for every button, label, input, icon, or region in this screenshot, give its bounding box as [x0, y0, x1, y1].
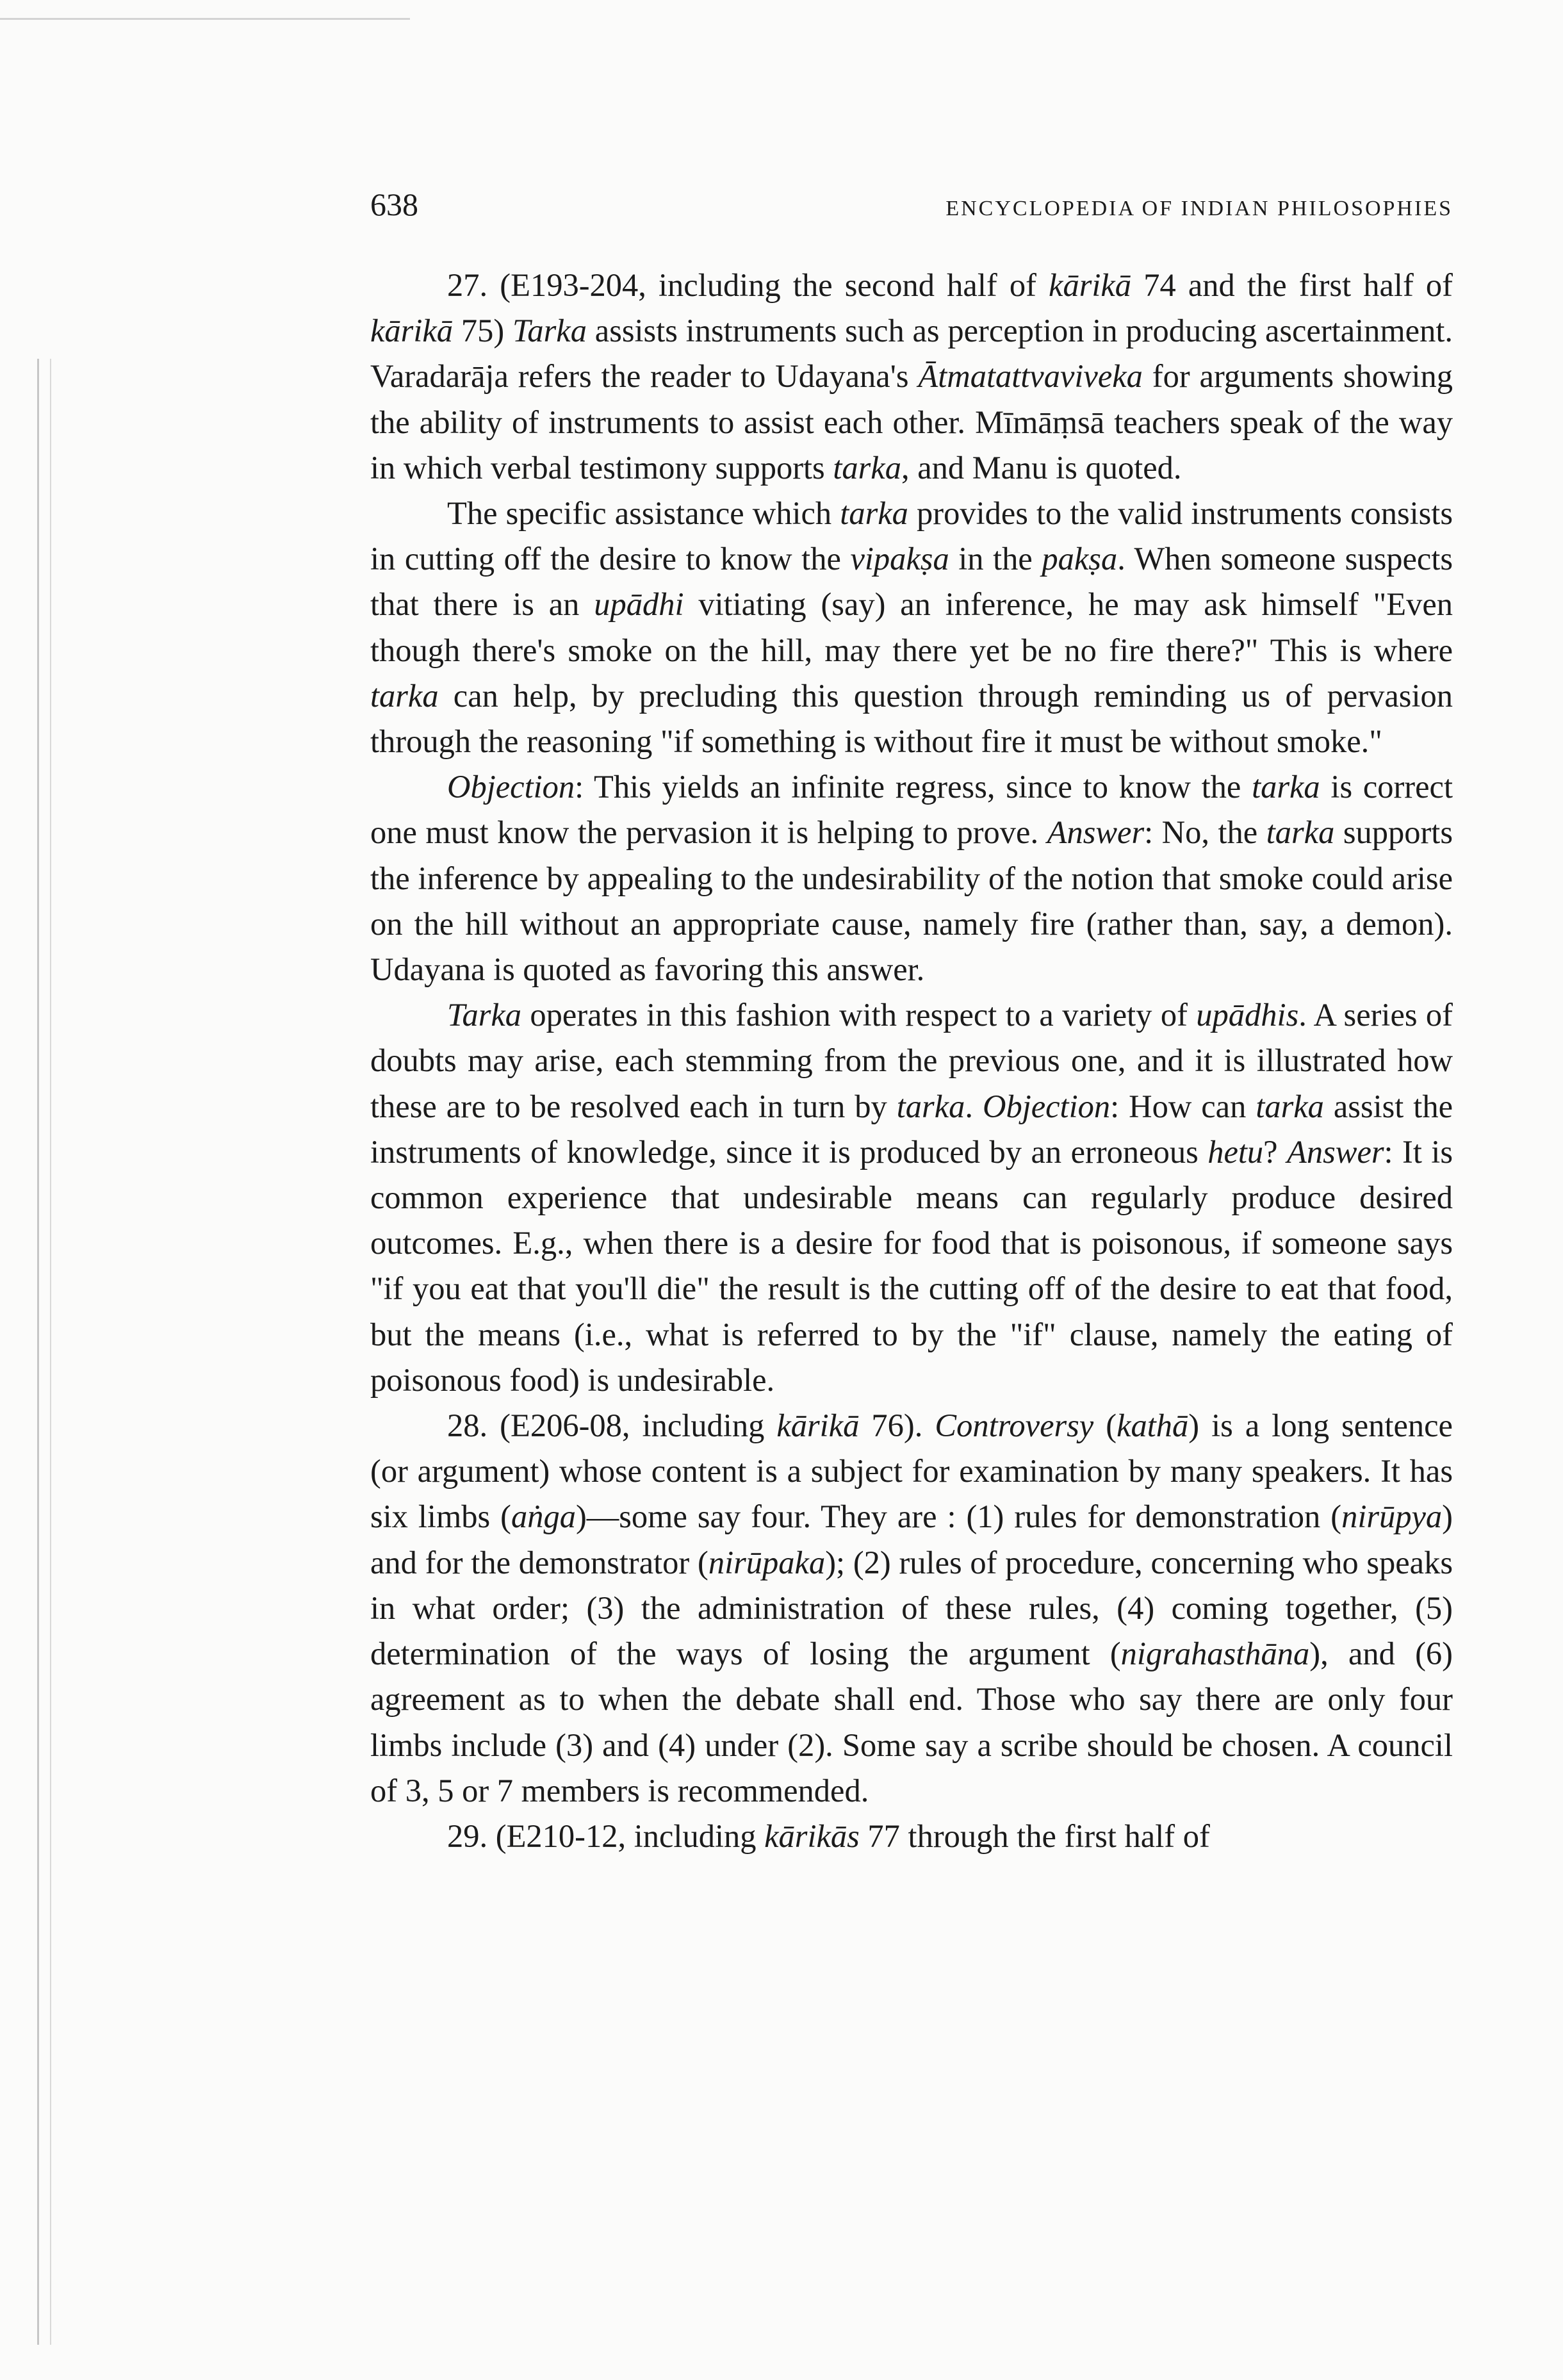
text-run: 27. (E193-204, including the second half of — [447, 267, 1049, 303]
italic-term: hetu — [1207, 1133, 1264, 1170]
text-run: : It is common experience that undesirable means can regularly produce desired outcomes. E.g., when there is a desire for food that is poisonous, if someone says "if you eat that you'll die" the result is the cutting off of the desire to eat that food, but the means (i.e., what is referred to by the "if" clause, namely the eating of poisonous food) is undesirable. — [370, 1133, 1453, 1398]
text-run: in the — [949, 541, 1042, 577]
text-run: is correct one must know the pervasion it is helping to prove. — [370, 769, 1453, 851]
italic-term: aṅga — [511, 1498, 576, 1535]
text-run: : No, the — [1144, 814, 1266, 851]
binding-edge — [37, 359, 39, 2345]
para-specific-assistance — [370, 491, 1453, 764]
italic-term: Controversy — [935, 1407, 1094, 1444]
text-run: . — [965, 1088, 983, 1124]
page-number: 638 — [370, 186, 418, 222]
text-run: for arguments showing the ability of instruments to assist each other. Mīmāṃsā teachers speak of the way in which verbal testimony supports — [370, 358, 1453, 486]
italic-term: Answer — [1047, 814, 1145, 851]
text-run: assists instruments such as perception in producing ascertainment. Varadarāja refers the reader to Udayana's — [370, 313, 1453, 395]
italic-term: vipakṣa — [850, 541, 949, 577]
italic-term: tarka — [370, 677, 439, 714]
text-run: ), and (6) agreement as to when the debate shall end. Those who say there are only four limbs include (3) and (4) under (2). Some say a scribe should be chosen. A council of 3, 5 or 7 members is recommended. — [370, 1636, 1453, 1809]
italic-term: nirūpaka — [708, 1544, 826, 1580]
text-run: : How can — [1110, 1088, 1256, 1124]
text-run: 29. (E210-12, including — [447, 1818, 765, 1854]
italic-term: kārikā — [776, 1407, 860, 1444]
text-run: )—some say four. They are : (1) rules for demonstration ( — [575, 1498, 1342, 1535]
text-run: . When someone suspects that there is an — [370, 541, 1453, 623]
italic-term: Answer — [1287, 1133, 1384, 1170]
italic-term: tarka — [896, 1088, 965, 1124]
text-run: supports the inference by appealing to the undesirability of the notion that smoke could arise on the hill without an appropriate cause, namely fire (rather than, say, a demon). Udayana is quoted as favoring this answer. — [370, 814, 1453, 988]
para-tarka-operates — [370, 992, 1453, 1403]
running-title: ENCYCLOPEDIA OF INDIAN PHILOSOPHIES — [945, 197, 1453, 220]
italic-term: Objection — [447, 769, 575, 805]
italic-term: pakṣa — [1042, 541, 1118, 577]
text-run: can help, by precluding this question through reminding us of pervasion through the reasoning "if something is without fire it must be without smoke." — [370, 677, 1453, 760]
italic-term: kathā — [1117, 1407, 1189, 1444]
scan-artifact — [0, 18, 410, 20]
italic-term: tarka — [1252, 769, 1320, 805]
text-run: The specific assistance which — [447, 495, 840, 532]
text-run: , and Manu is quoted. — [901, 449, 1182, 486]
italic-term: kārikā — [1049, 267, 1132, 303]
italic-term: Objection — [982, 1088, 1111, 1124]
text-run: ); (2) rules of procedure, concerning who speaks in what order; (3) the administration of these rules, (4) coming together, (5) determination of the ways of losing the argument ( — [370, 1544, 1453, 1672]
italic-term: tarka — [1266, 814, 1335, 851]
italic-term: Tarka — [447, 997, 522, 1033]
text-run: vitiating (say) an inference, he may ask himself "Even though there's smoke on the hill, may there yet be no fire there?" This is where — [370, 586, 1453, 668]
text-run: operates in this fashion with respect to a variety of — [521, 997, 1197, 1033]
italic-term: kārikā — [370, 313, 454, 349]
text-run: provides to the valid instruments consists in cutting off the desire to know the — [370, 495, 1453, 577]
italic-term: Ātmatattvaviveka — [918, 358, 1143, 395]
text-run: assist the instruments of knowledge, since it is produced by an erroneous — [370, 1088, 1453, 1170]
text-run: 75) — [453, 313, 512, 349]
book-page — [370, 186, 1453, 1859]
text-run: 74 and the first half of — [1131, 267, 1453, 303]
text-run: ( — [1093, 1407, 1117, 1444]
para-27 — [370, 263, 1453, 491]
italic-term: upādhi — [594, 586, 684, 623]
italic-term: kārikās — [764, 1818, 860, 1854]
text-run: ) and for the demonstrator ( — [370, 1498, 1453, 1580]
text-run: ) is a long sentence (or argument) whose content is a subject for examination by many speakers. It has six limbs ( — [370, 1407, 1453, 1535]
para-28 — [370, 1403, 1453, 1814]
text-run: 77 through the first half of — [859, 1818, 1210, 1854]
page-header — [370, 186, 1453, 237]
text-run: 28. (E206-08, including — [447, 1407, 777, 1444]
text-run: : This yields an infinite regress, since to know the — [575, 769, 1252, 805]
italic-term: tarka — [840, 495, 908, 532]
para-objection-regress — [370, 764, 1453, 992]
italic-term: nirūpya — [1341, 1498, 1443, 1535]
body-text — [370, 263, 1453, 1859]
italic-term: tarka — [833, 449, 901, 486]
italic-term: tarka — [1256, 1088, 1324, 1124]
text-run: . A series of doubts may arise, each stemming from the previous one, and it is illustrated how these are to be resolved each in turn by — [370, 997, 1453, 1124]
text-run: 76). — [859, 1407, 935, 1444]
italic-term: nigrahasthāna — [1120, 1636, 1310, 1672]
italic-term: upādhis — [1196, 997, 1299, 1033]
binding-edge-shadow — [50, 359, 51, 2345]
text-run: ? — [1263, 1133, 1288, 1170]
italic-term: Tarka — [512, 313, 587, 349]
para-29 — [370, 1814, 1453, 1859]
